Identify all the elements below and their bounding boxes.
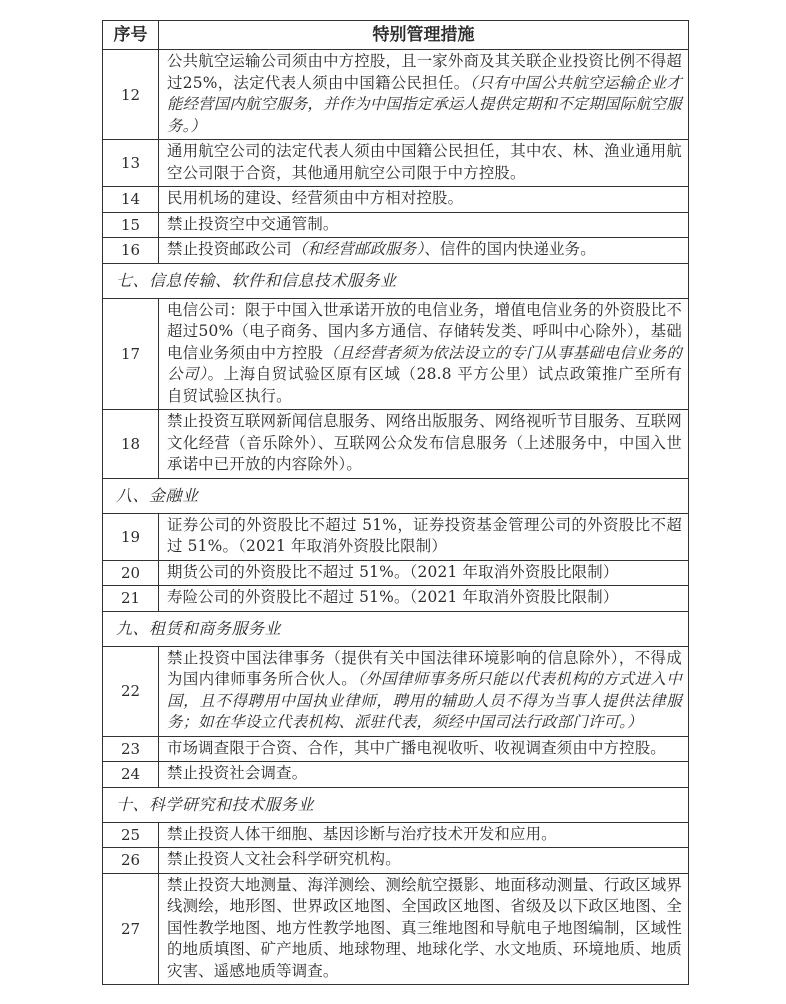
header-special-measures: 特别管理措施 <box>159 21 689 50</box>
measure-text: 通用航空公司的法定代表人须由中国籍公民担任，其中农、林、渔业通用航空公司限于合资，其他通用航空公司限于中方控股。 <box>167 142 682 182</box>
measure-text: 、信件的国内快递业务。 <box>424 240 596 258</box>
table-row <box>103 873 689 985</box>
table-row <box>103 762 689 788</box>
table-row <box>103 822 689 848</box>
measure-text: 禁止投资中国法律事务（提供有关中国法律环境影响的信息除外），不得成为国内律师事务所合伙人。 <box>167 648 682 688</box>
measure-annotation: （和经营邮政服务） <box>291 240 425 258</box>
row-measure <box>159 873 689 985</box>
measure-annotation: （只有中国公共航空运输企业才能经营国内航空服务，并作为中国指定承运人提供定期和不定期国际航空服务。） <box>167 73 682 135</box>
row-measure <box>159 298 689 410</box>
measure-text: 禁止投资大地测量、海洋测绘、测绘航空摄影、地面移动测量、行政区域界线测绘，地形图、世界政区地图、全国政区地图、省级及以下政区地图、全国性教学地图、地方性教学地图、真三维地图和导航电子地图编制，区域性的地质填图、矿产地质、地球物理、地球化学、水文地质、环境地质、地质灾害、遥感地质等调查。 <box>167 875 682 980</box>
row-measure <box>159 822 689 848</box>
row-measure <box>159 646 689 736</box>
measure-text: 禁止投资社会调查。 <box>167 764 308 782</box>
section-row <box>103 263 689 298</box>
row-measure <box>159 736 689 762</box>
measure-text: 寿险公司的外资股比不超过 51%。（2021 年取消外资股比限制） <box>167 588 619 606</box>
table-row <box>103 140 689 187</box>
row-number: 23 <box>103 736 159 762</box>
table-row <box>103 736 689 762</box>
measure-text: 市场调查限于合资、合作，其中广播电视收听、收视调查须由中方控股。 <box>167 738 666 757</box>
measure-text: 禁止投资互联网新闻信息服务、网络出版服务、网络视听节目服务、互联网文化经营（音乐除外）、互联网公众发布信息服务（上述服务中，中国入世承诺中已开放的内容除外）。 <box>167 412 682 473</box>
row-number: 26 <box>103 848 159 874</box>
measure-text: 禁止投资人体干细胞、基因诊断与治疗技术开发和应用。 <box>167 824 557 843</box>
row-measure <box>159 560 689 586</box>
header-row <box>103 21 689 50</box>
header-serial-number: 序号 <box>103 21 159 50</box>
measure-annotation: （外国律师事务所只能以代表机构的方式进入中国，且不得聘用中国执业律师，聘用的辅助人员不得为当事人提供法律服务；如在华设立代表机构、派驻代表，须经中国司法行政部门许可。） <box>167 670 682 731</box>
section-row <box>103 478 689 513</box>
row-measure <box>159 50 689 140</box>
measure-text: 证券公司的外资股比不超过 51%，证券投资基金管理公司的外资股比不超过 51%。（2021 年取消外资股比限制） <box>167 515 682 555</box>
row-measure <box>159 238 689 264</box>
measure-text: 禁止投资人文社会科学研究机构。 <box>167 850 401 868</box>
row-measure <box>159 410 689 479</box>
table-row <box>103 410 689 479</box>
row-number: 16 <box>103 238 159 264</box>
row-number: 12 <box>103 50 159 140</box>
measure-annotation: （且经营者须为依法设立的专门从事基础电信业务的公司） <box>167 343 682 383</box>
row-number: 13 <box>103 140 159 187</box>
table-row <box>103 238 689 264</box>
row-measure <box>159 762 689 788</box>
measure-text: 期货公司的外资股比不超过 51%。（2021 年取消外资股比限制） <box>167 562 619 581</box>
table-body <box>103 50 689 985</box>
section-label: 八、金融业 <box>103 478 689 513</box>
section-row <box>103 611 689 646</box>
row-number: 18 <box>103 410 159 479</box>
table-row <box>103 586 689 612</box>
measure-text: 禁止投资邮政公司 <box>167 240 292 258</box>
row-number: 24 <box>103 762 159 788</box>
section-label: 七、信息传输、软件和信息技术服务业 <box>103 263 689 298</box>
section-row <box>103 787 689 822</box>
row-number: 27 <box>103 873 159 985</box>
measure-text: 。上海自贸试验区原有区域（28.8 平方公里）试点政策推广至所有自贸试验区执行。 <box>167 365 683 405</box>
measure-text: 民用机场的建设、经营须由中方相对控股。 <box>167 189 464 207</box>
row-measure <box>159 586 689 612</box>
table-row <box>103 298 689 410</box>
measure-text: 公共航空运输公司须由中方控股，且一家外商及其关联企业投资比例不得超过25%，法定代表人须由中国籍公民担任。 <box>167 52 682 92</box>
row-measure <box>159 140 689 187</box>
table-row <box>103 848 689 874</box>
table-row <box>103 646 689 736</box>
row-number: 21 <box>103 586 159 612</box>
row-number: 25 <box>103 822 159 848</box>
table-header <box>103 21 689 50</box>
row-number: 22 <box>103 646 159 736</box>
row-measure <box>159 212 689 238</box>
row-measure <box>159 513 689 560</box>
table-row <box>103 513 689 560</box>
section-label: 十、科学研究和技术服务业 <box>103 787 689 822</box>
row-number: 15 <box>103 212 159 238</box>
row-number: 14 <box>103 187 159 213</box>
measures-table <box>102 20 689 985</box>
section-label: 九、租赁和商务服务业 <box>103 611 689 646</box>
row-number: 17 <box>103 298 159 410</box>
measure-text: 电信公司：限于中国入世承诺开放的电信业务，增值电信业务的外资股比不超过50%（电子商务、国内多方通信、存储转发类、呼叫中心除外），基础电信业务须由中方控股 <box>167 300 682 362</box>
table-row <box>103 560 689 586</box>
row-number: 19 <box>103 513 159 560</box>
table-row <box>103 50 689 140</box>
measure-text: 禁止投资空中交通管制。 <box>167 214 339 233</box>
row-measure <box>159 848 689 874</box>
table-row <box>103 212 689 238</box>
row-measure <box>159 187 689 213</box>
row-number: 20 <box>103 560 159 586</box>
table-row <box>103 187 689 213</box>
